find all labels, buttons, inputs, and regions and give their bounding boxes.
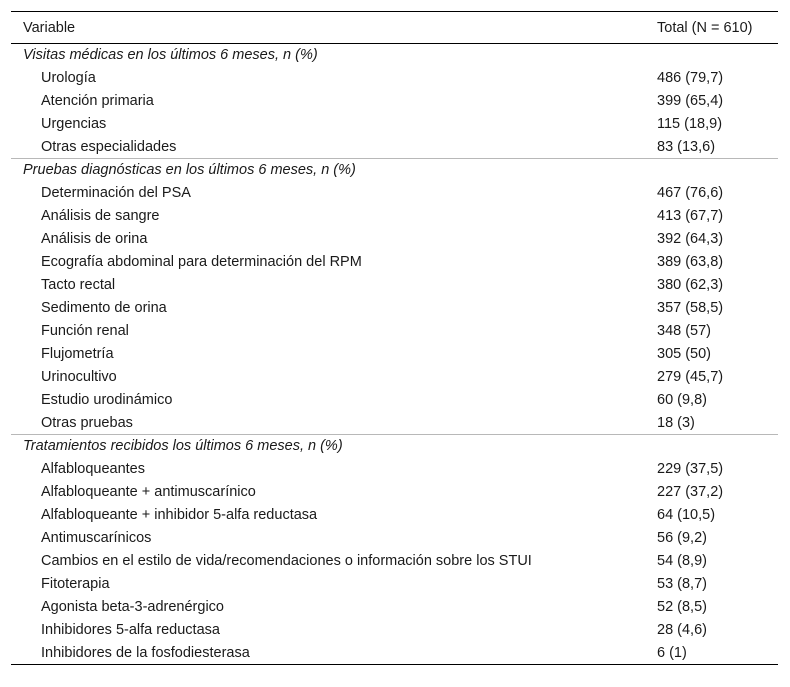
row-label: Otras especialidades bbox=[41, 138, 177, 155]
row-label: Alfabloqueantes bbox=[41, 461, 145, 477]
section-title: Pruebas diagnósticas en los últimos 6 meses, n (%) bbox=[23, 162, 356, 179]
table-row bbox=[11, 90, 778, 113]
row-label: Tacto rectal bbox=[41, 277, 116, 293]
row-label: Atención primaria bbox=[41, 93, 154, 109]
table-row bbox=[11, 619, 778, 642]
table-row bbox=[11, 67, 778, 90]
table-row bbox=[11, 504, 778, 527]
row-label: Inhibidores de la fosfodiesterasa bbox=[41, 644, 250, 661]
table-row bbox=[11, 113, 778, 136]
data-table bbox=[11, 11, 778, 665]
row-label: Urgencias bbox=[41, 116, 107, 132]
row-label: Estudio urodinámico bbox=[41, 392, 173, 408]
table-row bbox=[11, 228, 778, 251]
row-value: 115 (18,9) bbox=[657, 116, 723, 132]
row-value: 380 (62,3) bbox=[657, 277, 724, 293]
row-value: 6 (1) bbox=[657, 644, 687, 661]
table-row bbox=[11, 297, 778, 320]
row-label: Función renal bbox=[41, 323, 129, 339]
section-row bbox=[11, 435, 778, 458]
row-value: 279 (45,7) bbox=[657, 369, 724, 385]
row-label: Cambios en el estilo de vida/recomendaciones o información sobre los STUI bbox=[41, 553, 532, 569]
header-variable: Variable bbox=[23, 19, 76, 36]
row-label: Ecografía abdominal para determinación del RPM bbox=[41, 254, 362, 270]
row-label: Sedimento de orina bbox=[41, 300, 167, 316]
table-header bbox=[11, 12, 778, 44]
section-total-empty bbox=[645, 435, 778, 458]
row-label: Alfabloqueante + antimuscarínico bbox=[41, 484, 256, 500]
table-row bbox=[11, 251, 778, 274]
table-body bbox=[11, 44, 778, 665]
row-label: Fitoterapia bbox=[41, 576, 110, 592]
row-label: Alfabloqueante + inhibidor 5-alfa reductasa bbox=[41, 507, 318, 523]
row-value: 399 (65,4) bbox=[657, 93, 724, 109]
row-value: 389 (63,8) bbox=[657, 254, 724, 270]
table-row bbox=[11, 642, 778, 665]
table-row bbox=[11, 573, 778, 596]
section-row bbox=[11, 159, 778, 182]
section-total-empty bbox=[645, 159, 778, 182]
row-value: 413 (67,7) bbox=[657, 208, 724, 224]
row-label: Antimuscarínicos bbox=[41, 530, 152, 546]
header-total: Total (N = 610) bbox=[657, 19, 753, 36]
row-value: 486 (79,7) bbox=[657, 70, 724, 86]
row-value: 357 (58,5) bbox=[657, 300, 724, 316]
section-total-empty bbox=[645, 44, 778, 67]
table-row bbox=[11, 274, 778, 297]
row-label: Otras pruebas bbox=[41, 414, 133, 431]
table-row bbox=[11, 320, 778, 343]
row-value: 28 (4,6) bbox=[657, 622, 707, 638]
table-row bbox=[11, 343, 778, 366]
table-row bbox=[11, 481, 778, 504]
table-row bbox=[11, 596, 778, 619]
data-table-container bbox=[11, 11, 778, 665]
row-label: Análisis de orina bbox=[41, 231, 148, 247]
row-label: Inhibidores 5-alfa reductasa bbox=[41, 622, 220, 638]
header-row bbox=[11, 12, 778, 44]
table-row bbox=[11, 458, 778, 481]
row-value: 467 (76,6) bbox=[657, 185, 724, 201]
row-value: 348 (57) bbox=[657, 323, 712, 339]
row-label: Agonista beta-3-adrenérgico bbox=[41, 599, 224, 615]
table-row bbox=[11, 389, 778, 412]
table-row bbox=[11, 412, 778, 435]
table-row bbox=[11, 205, 778, 228]
row-value: 52 (8,5) bbox=[657, 599, 707, 615]
row-label: Urología bbox=[41, 70, 96, 86]
row-value: 83 (13,6) bbox=[657, 138, 716, 155]
row-value: 18 (3) bbox=[657, 414, 695, 431]
row-label: Flujometría bbox=[41, 346, 114, 362]
row-value: 60 (9,8) bbox=[657, 392, 707, 408]
row-value: 392 (64,3) bbox=[657, 231, 724, 247]
row-value: 54 (8,9) bbox=[657, 553, 707, 569]
table-row bbox=[11, 182, 778, 205]
table-row bbox=[11, 527, 778, 550]
table-row bbox=[11, 366, 778, 389]
section-title: Tratamientos recibidos los últimos 6 meses, n (%) bbox=[23, 438, 343, 455]
section-row bbox=[11, 44, 778, 67]
row-value: 305 (50) bbox=[657, 346, 712, 362]
row-label: Determinación del PSA bbox=[41, 185, 191, 201]
section-title: Visitas médicas en los últimos 6 meses, n (%) bbox=[23, 47, 318, 64]
table-row bbox=[11, 550, 778, 573]
row-label: Urinocultivo bbox=[41, 369, 117, 385]
row-value: 53 (8,7) bbox=[657, 576, 707, 592]
row-value: 229 (37,5) bbox=[657, 461, 724, 477]
row-value: 227 (37,2) bbox=[657, 484, 724, 500]
row-value: 56 (9,2) bbox=[657, 530, 707, 546]
row-label: Análisis de sangre bbox=[41, 208, 160, 224]
table-row bbox=[11, 136, 778, 159]
row-value: 64 (10,5) bbox=[657, 507, 716, 523]
